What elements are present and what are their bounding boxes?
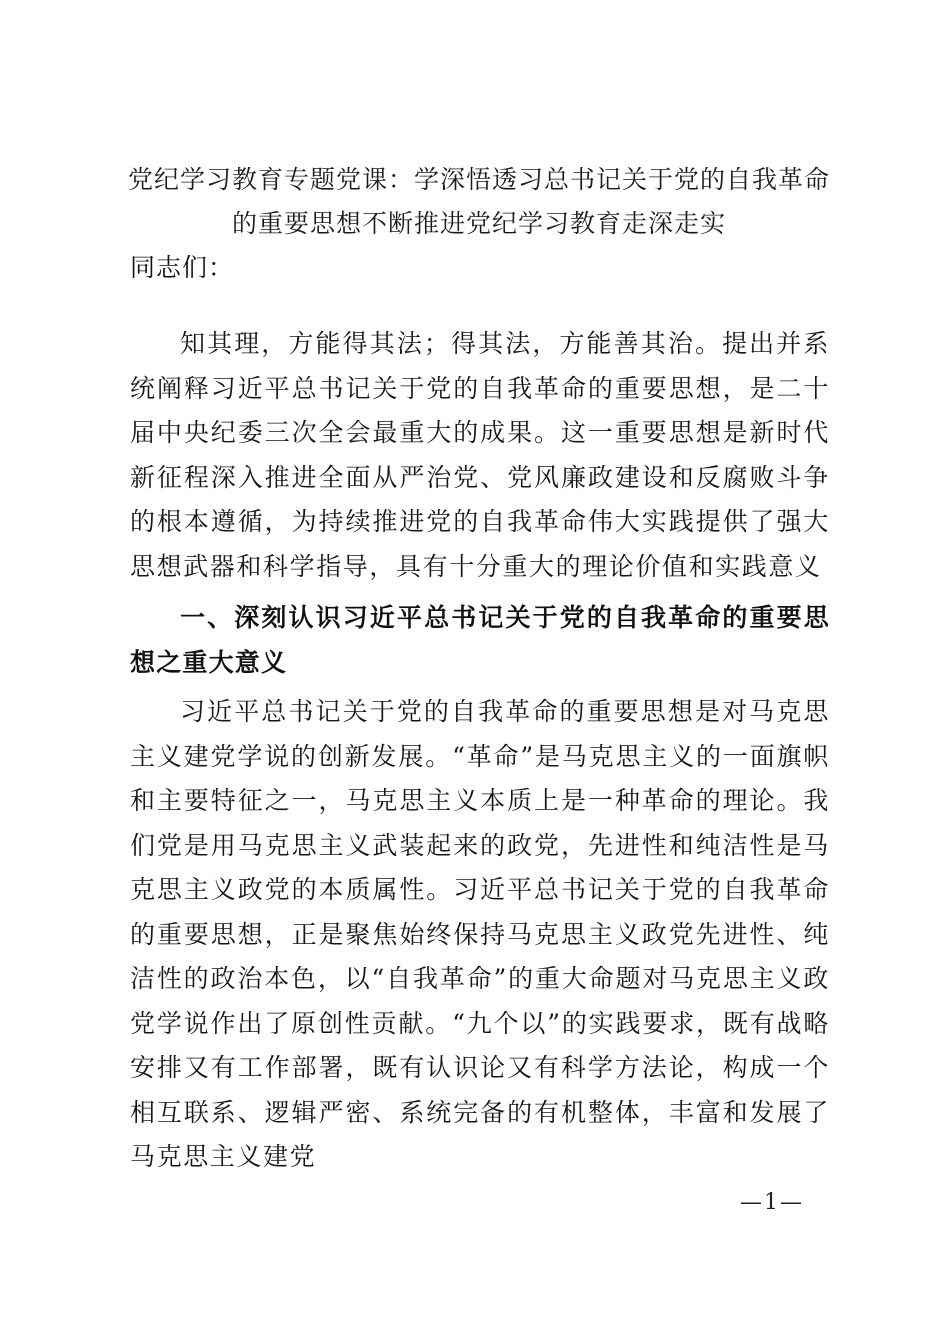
intro-paragraph: 知其理，方能得其法；得其法，方能善其治。提出并系统阐释习近平总书记关于党的自我革命的重要思想，是二十届中央纪委三次全会最重大的成果。这一重要思想是新时代新征程深入推进全面从严治党、党风廉政建设和反腐败斗争的根本遵循，为持续推进党的自我革命伟大实践提供了强大思想武器和科学指导，具有十分重大的理论价值和实践意义 (130, 329, 830, 581)
salutation: 同志们： (130, 253, 235, 282)
document-title-line-1: 党纪学习教育专题党课：学深悟透习总书记关于党的自我革命 (128, 165, 831, 194)
section-1-paragraph: 习近平总书记关于党的自我革命的重要思想是对马克思主义建党学说的创新发展。“革命”是马克思主义的一面旗帜和主要特征之一，马克思主义本质上是一种革命的理论。我们党是用马克思主义武装起来的政党，先进性和纯洁性是马克思主义政党的本质属性。习近平总书记关于党的自我革命的重要思想，正是聚焦始终保持马克思主义政党先进性、纯洁性的政治本色，以“自我革命”的重大命题对马克思主义政党学说作出了原创性贡献。“九个以”的实践要求，既有战略安排又有工作部署，既有认识论又有科学方法论，构成一个相互联系、逻辑严密、系统完备的有机整体，丰富和发展了马克思主义建党 (130, 697, 830, 1171)
document-title-line-2: 的重要思想不断推进党纪学习教育走深走实 (231, 209, 726, 238)
page-number: —1— (740, 1190, 804, 1215)
section-1-heading: 一、深刻认识习近平总书记关于党的自我革命的重要思想之重大意义 (130, 603, 830, 677)
